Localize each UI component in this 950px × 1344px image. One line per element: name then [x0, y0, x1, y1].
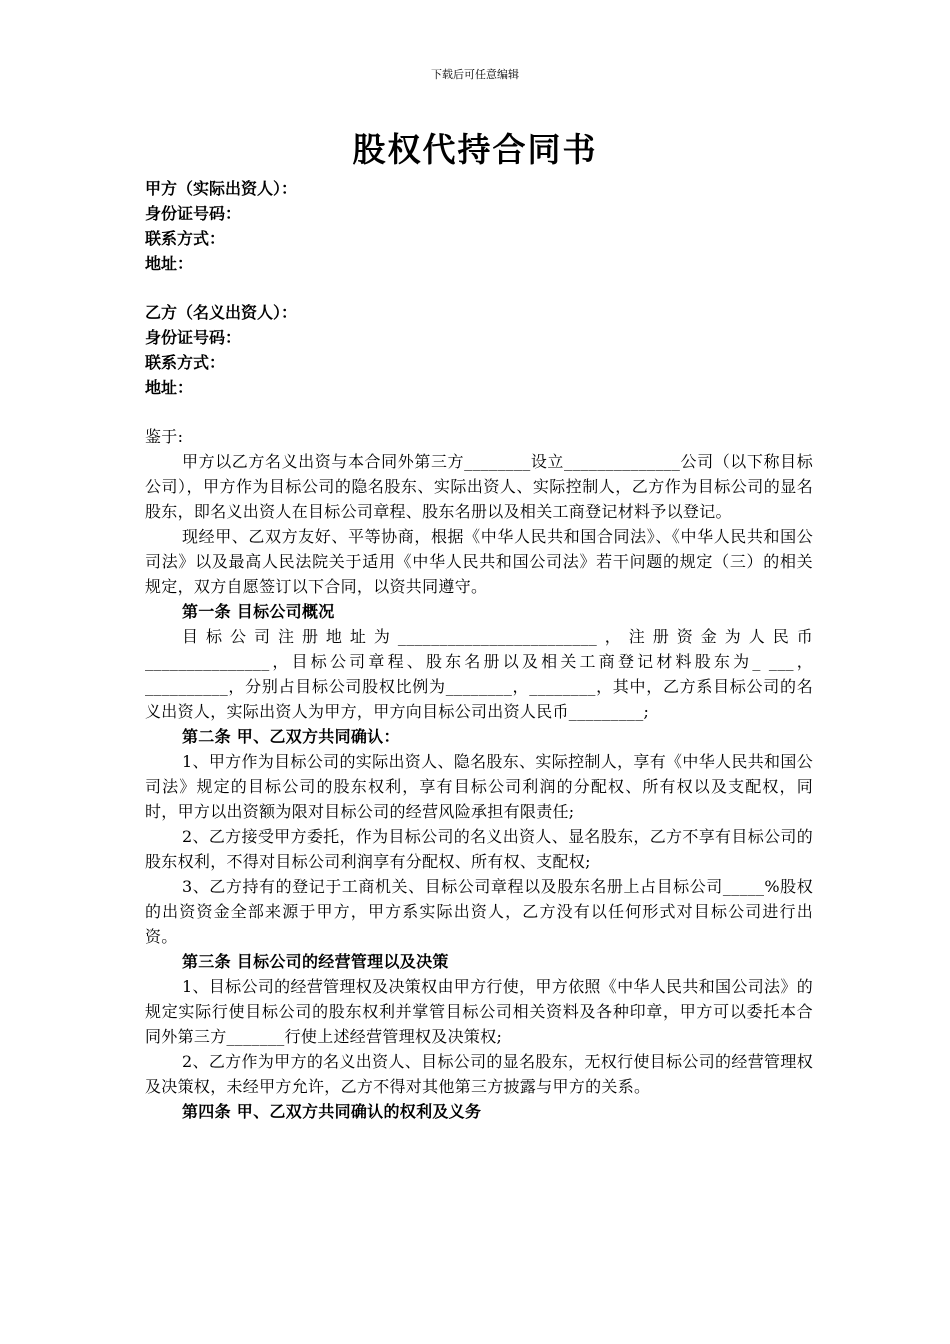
- contract-body: [145, 424, 813, 1124]
- recital-paragraph-1: 甲方以乙方名义出资与本合同外第三方________设立______________公司（以下称目标公司），甲方作为目标公司的隐名股东、实际出资人、实际控制人，乙方作为目标公司的显名股东，即名义出资人在目标公司章程、股东名册以及相关工商登记材料予以登记。: [145, 452, 813, 521]
- article-3-paragraph-1: 1、目标公司的经营管理权及决策权由甲方行使，甲方依照《中华人民共和国公司法》的规定实际行使目标公司的股东权利并掌管目标公司相关资料及各种印章，甲方可以委托本合同外第三方_______行使上述经营管理权及决策权;: [145, 977, 813, 1046]
- article-2-paragraph-2: 2、乙方接受甲方委托，作为目标公司的名义出资人、显名股东，乙方不享有目标公司的股东权利，不得对目标公司利润享有分配权、所有权、支配权;: [145, 827, 813, 871]
- party-a-id-label: 身份证号码：: [145, 204, 242, 223]
- header-note: 下载后可任意编辑: [431, 68, 519, 81]
- document-title: 股权代持合同书: [352, 130, 598, 169]
- party-b-id-label: 身份证号码：: [145, 328, 242, 347]
- article-1-paragraph-1: 目标公司注册地址为________________________，注册资金为人民币_______________，目标公司章程、股东名册以及相关工商登记材料股东为_ ___，__________，分别占目标公司股权比例为________，________，其中，乙方系目标公司的名义出资人，实际出资人为甲方，甲方向目标公司出资人民币_________;: [145, 627, 813, 721]
- article-2-paragraph-1: 1、甲方作为目标公司的实际出资人、隐名股东、实际控制人，享有《中华人民共和国公司法》规定的目标公司的股东权利，享有目标公司利润的分配权、所有权以及支配权，同时，甲方以出资额为限对目标公司的经营风险承担有限责任;: [145, 752, 813, 821]
- party-a-contact-label: 联系方式：: [145, 229, 226, 248]
- party-a-label: 甲方（实际出资人）：: [145, 179, 298, 198]
- party-b-address-label: 地址：: [145, 378, 194, 397]
- article-4-heading: 第四条 甲、乙双方共同确认的权利及义务: [182, 1102, 482, 1121]
- party-a-block: [145, 176, 297, 276]
- party-b-contact-label: 联系方式：: [145, 353, 226, 372]
- party-b-label: 乙方（名义出资人）：: [145, 303, 298, 322]
- article-2-heading: 第二条 甲、乙双方共同确认：: [182, 727, 400, 746]
- article-1-heading: 第一条 目标公司概况: [182, 602, 335, 621]
- party-a-address-label: 地址：: [145, 254, 194, 273]
- article-3-paragraph-2: 2、乙方作为甲方的名义出资人、目标公司的显名股东，无权行使目标公司的经营管理权及决策权，未经甲方允许，乙方不得对其他第三方披露与甲方的关系。: [145, 1052, 813, 1096]
- recital-intro: 鉴于:: [145, 427, 184, 446]
- article-3-heading: 第三条 目标公司的经营管理以及决策: [182, 952, 449, 971]
- party-b-block: [145, 300, 297, 400]
- article-2-paragraph-3: 3、乙方持有的登记于工商机关、目标公司章程以及股东名册上占目标公司_____%股权的出资资金全部来源于甲方，甲方系实际出资人，乙方没有以任何形式对目标公司进行出资。: [145, 877, 813, 946]
- recital-paragraph-2: 现经甲、乙双方友好、平等协商，根据《中华人民共和国合同法》、《中华人民共和国公司法》以及最高人民法院关于适用《中华人民共和国公司法》若干问题的规定（三）的相关规定，双方自愿签订以下合同，以资共同遵守。: [145, 527, 813, 596]
